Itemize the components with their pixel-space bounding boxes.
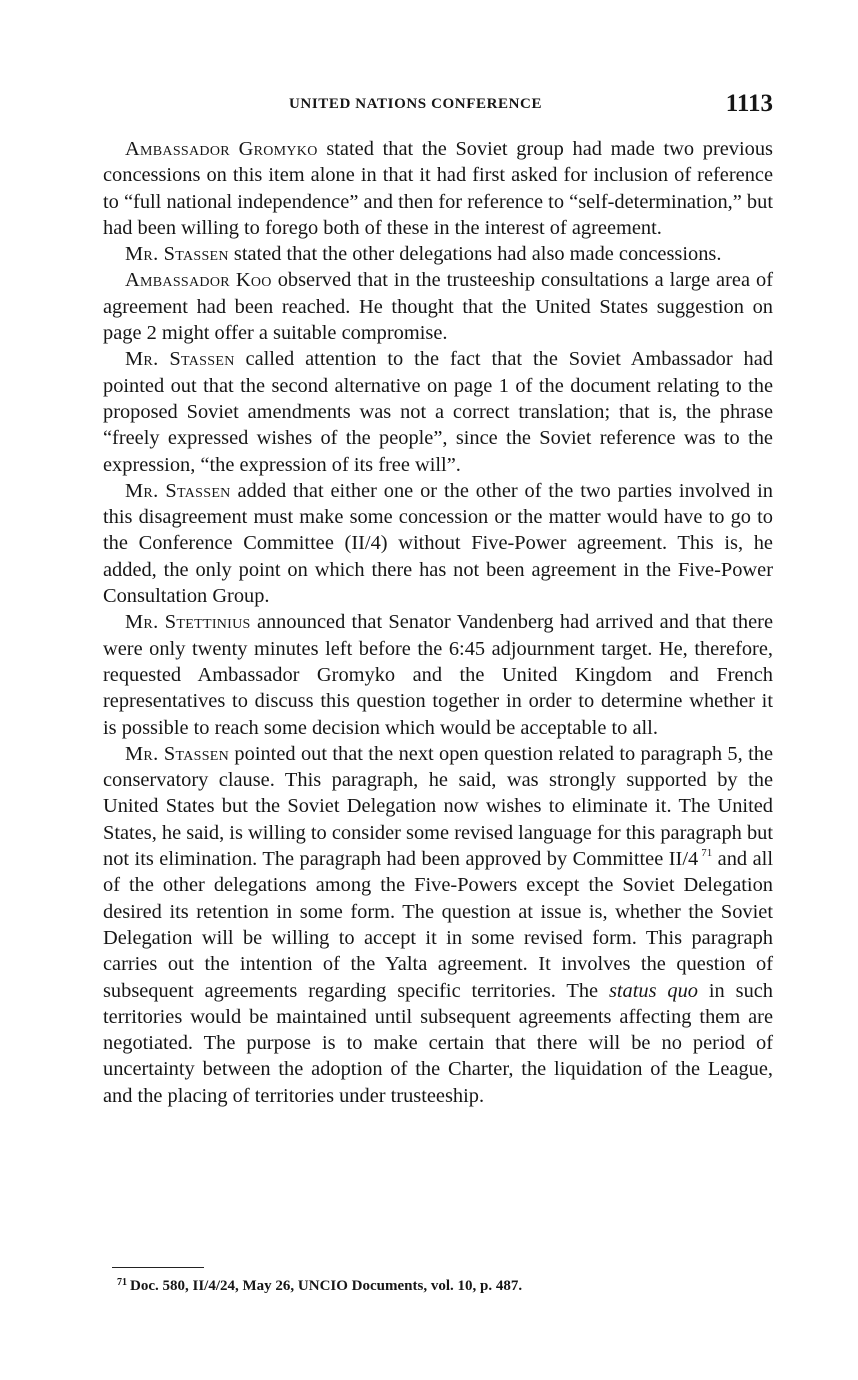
paragraph-text: called attention to the fact that the Soviet Ambassador had pointed out that the second alternative on page 1 of the document relating to the proposed Soviet amendments was not a correct translation; that is, the phrase “freely expressed wishes of the people”, since the Soviet reference was to the expression, “the expression of its free will”. — [103, 348, 773, 476]
paragraph-text: added that either one or the other of the two parties involved in this disagreement must make some concession or the matter would have to go to the Conference Committee (II/4) without Five-Power agreement. This is, he added, the only point on which there has not been agreement in the Five-Power Consultation Group. — [103, 479, 773, 608]
page-number: 1113 — [725, 90, 773, 117]
speaker-name: Koo — [235, 269, 272, 292]
footnote-divider — [112, 1267, 204, 1268]
paragraph-text: announced that Senator Vandenberg had arrived and that there were only twenty minutes left before the 6:45 adjournment target. He, therefore, requested Ambassador Gromyko and the United Kingdom and French representatives to discuss this question together in order to determine whether it is possible to reach some decision which would be acceptable to all. — [103, 611, 773, 739]
speaker-name: Stettinius — [164, 611, 251, 634]
speaker-name: Gromyko — [238, 138, 318, 160]
paragraph-text: observed that in the trusteeship consultations a large area of agreement had been reached. He thought that the United States suggestion on page 2 might offer a suitable compromise. — [103, 269, 773, 345]
footnote-text: Doc. 580, II/4/24, May 26, UNCIO Documents, vol. 10, p. 487. — [130, 1278, 523, 1294]
paragraph-stassen-conservatory-clause — [103, 741, 773, 1109]
italic-phrase: status quo — [608, 979, 699, 1002]
paragraph-text: stated that the other delegations had also made concessions. — [228, 243, 722, 266]
paragraph-gromyko-concessions — [103, 136, 773, 241]
paragraph-stassen-translation — [103, 346, 773, 477]
footnote — [117, 1277, 522, 1295]
speaker-name: Stassen — [163, 742, 230, 765]
speaker-title: Mr. — [125, 479, 159, 502]
running-head: UNITED NATIONS CONFERENCE — [289, 96, 543, 112]
paragraph-stassen-disagreement — [103, 478, 773, 609]
speaker-title: Mr. — [125, 611, 159, 634]
page-header — [103, 90, 773, 124]
speaker-title: Ambassador — [125, 138, 230, 160]
speaker-title: Mr. — [125, 243, 159, 266]
paragraph-stassen-concessions — [103, 241, 773, 267]
paragraph-text: stated that the Soviet group had made two previous concessions on this item alone in that it had first asked for inclusion of reference to “full national independence” and then for reference to “self-determination,” but had been willing to forego both of these in the interest of agreement. — [103, 138, 773, 239]
speaker-name: Stassen — [165, 479, 231, 502]
paragraph-text: and all of the other delegations among the Five-Powers except the Soviet Delegation desired its retention in some form. The question at issue is, whether the Soviet Delegation will be willing to accept it in some revised form. This paragraph carries out the intention of the Yalta agreement. It involves the question of subsequent agreements regarding specific territories. The — [103, 848, 773, 1002]
paragraph-koo-observation — [103, 267, 773, 346]
speaker-name: Stassen — [163, 243, 229, 266]
footnote-reference: 71 — [701, 847, 713, 860]
speaker-title: Ambassador — [125, 269, 230, 292]
speaker-name: Stassen — [169, 348, 235, 371]
speaker-title: Mr. — [125, 348, 159, 371]
body-text — [103, 136, 773, 1109]
paragraph-stettinius-announcement — [103, 609, 773, 740]
paragraph-text: pointed out that the next open question related to paragraph 5, the conservatory clause. This paragraph, he said, was strongly supported by the United States but the Soviet Delegation now wishes to eliminate it. The United States, he said, is willing to consider some revised language for this paragraph but not its elimination. The paragraph had been approved by Committee II/4 — [103, 742, 773, 871]
footnote-number: 71 — [117, 1277, 127, 1288]
paragraph-text: in such territories would be maintained until subsequent agreements affecting them are negotiated. The purpose is to make certain that there will be no period of uncertainty between the adoption of the Charter, the liquidation of the League, and the placing of territories under trusteeship. — [103, 979, 774, 1107]
speaker-title: Mr. — [125, 742, 159, 765]
